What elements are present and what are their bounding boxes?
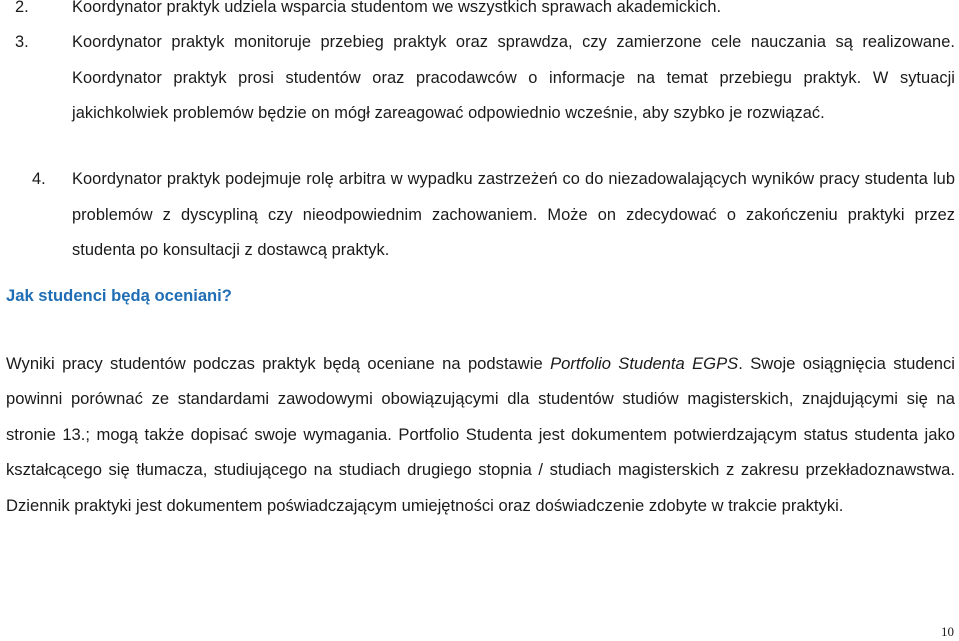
list-item [0,162,959,269]
page-number: 10 [941,624,954,639]
section-heading: Jak studenci będą oceniani? [6,286,232,305]
list-item [0,25,959,132]
list-item-text: Koordynator praktyk monitoruje przebieg praktyk oraz sprawdza, czy zamierzone cele nauczania są realizowane. Koordynator praktyk prosi studentów oraz pracodawców o informacje na temat przebiegu praktyk. W sytuacji jakichkolwiek problemów będzie on mógł zareagować odpowiednio wcześnie, aby szybko je rozwiązać. [72,33,955,122]
list-item-number: 4. [32,170,46,188]
list-item-number: 3. [15,33,29,51]
list-item-text: Koordynator praktyk udziela wsparcia studentom we wszystkich sprawach akademickich. [72,0,722,16]
paragraph-text-start: Wyniki pracy studentów podczas praktyk będą oceniane na podstawie [6,354,551,373]
portfolio-title: Portfolio Studenta EGPS [550,354,739,373]
list-item-text: Koordynator praktyk podejmuje rolę arbitra w wypadku zastrzeżeń co do niezadowalających wyników pracy studenta lub problemów z dyscypliną czy nieodpowiednim zachowaniem. Może on zdecydować o zakończeniu praktyki przez studenta po konsultacji z dostawcą praktyk. [72,170,955,259]
list-item [0,0,959,26]
paragraph-text-rest: . Swoje osiągnięcia studenci powinni porównać ze standardami zawodowymi obowiązującymi dla studentów studiów magisterskich, znajdującymi się na stronie 13.; mogą także dopisać swoje wymagania. Portfolio Studenta jest dokumentem potwierdzającym status studenta jako kształcącego się tłumacza, studiującego na studiach drugiego stopnia / studiach magisterskich z zakresu przekładoznawstwa. Dziennik praktyki jest dokumentem poświadczającym umiejętności oraz doświadczenie zdobyte w trakcie praktyki. [6,354,955,515]
list-item-number: 2. [15,0,29,16]
body-paragraph [6,346,955,523]
